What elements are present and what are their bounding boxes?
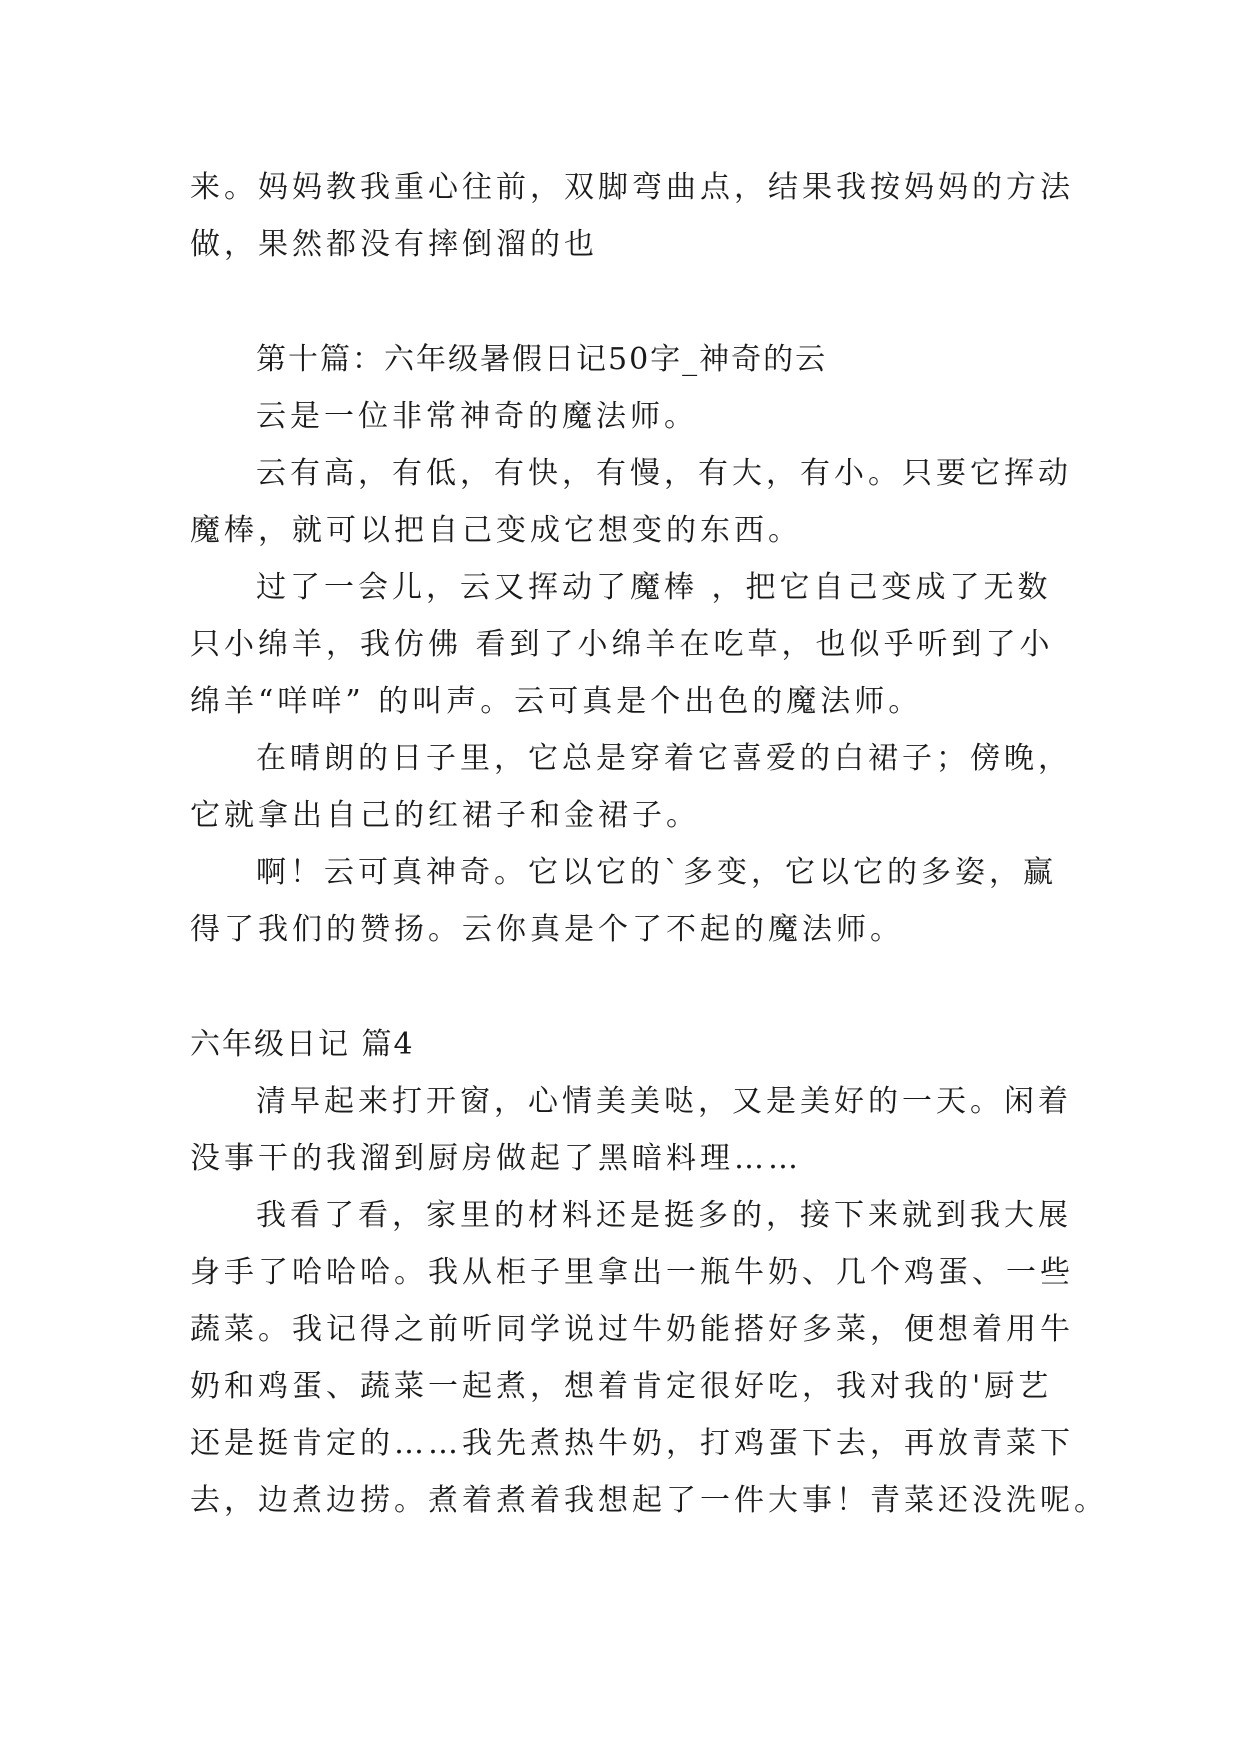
text-line: 做，果然都没有摔倒溜的也: [190, 227, 598, 262]
text-line: 在晴朗的日子里，它总是穿着它喜爱的白裙子；傍晚，: [256, 741, 1072, 776]
text-line: 魔棒，就可以把自己变成它想变的东西。: [190, 513, 802, 548]
text-line: 奶和鸡蛋、蔬菜一起煮，想着肯定很好吃，我对我的'厨艺: [190, 1369, 1053, 1404]
text-line: 还是挺肯定的……我先煮热牛奶，打鸡蛋下去，再放青菜下: [190, 1426, 1074, 1461]
text-line: 身手了哈哈哈。我从柜子里拿出一瓶牛奶、几个鸡蛋、一些: [190, 1255, 1074, 1290]
section-heading: 六年级日记 篇4: [190, 1027, 415, 1062]
text-line: 啊！云可真神奇。它以它的`多变，它以它的多姿，赢: [256, 855, 1057, 890]
text-line: 来。妈妈教我重心往前，双脚弯曲点，结果我按妈妈的方法: [190, 170, 1074, 205]
text-line: 云是一位非常神奇的魔法师。: [256, 399, 698, 434]
text-line: 过了一会儿，云又挥动了魔棒 ，把它自己变成了无数: [256, 570, 1052, 605]
text-line: 清早起来打开窗，心情美美哒，又是美好的一天。闲着: [256, 1084, 1072, 1119]
text-line: 绵羊“咩咩” 的叫声。云可真是个出色的魔法师。: [190, 684, 923, 719]
text-line: 蔬菜。我记得之前听同学说过牛奶能搭好多菜，便想着用牛: [190, 1312, 1074, 1347]
text-line: 去，边煮边捞。煮着煮着我想起了一件大事！青菜还没洗呢。: [190, 1483, 1108, 1518]
text-line: 没事干的我溜到厨房做起了黑暗料理……: [190, 1141, 802, 1176]
text-line: 它就拿出自己的红裙子和金裙子。: [190, 798, 700, 833]
section-heading: 第十篇：六年级暑假日记50字_神奇的云: [256, 342, 828, 377]
text-line: 得了我们的赞扬。云你真是个了不起的魔法师。: [190, 912, 904, 947]
text-line: 我看了看，家里的材料还是挺多的，接下来就到我大展: [256, 1198, 1072, 1233]
text-line: 只小绵羊，我仿佛 看到了小绵羊在吃草，也似乎听到了小: [190, 627, 1054, 662]
text-line: 云有高，有低，有快，有慢，有大，有小。只要它挥动: [256, 456, 1072, 491]
